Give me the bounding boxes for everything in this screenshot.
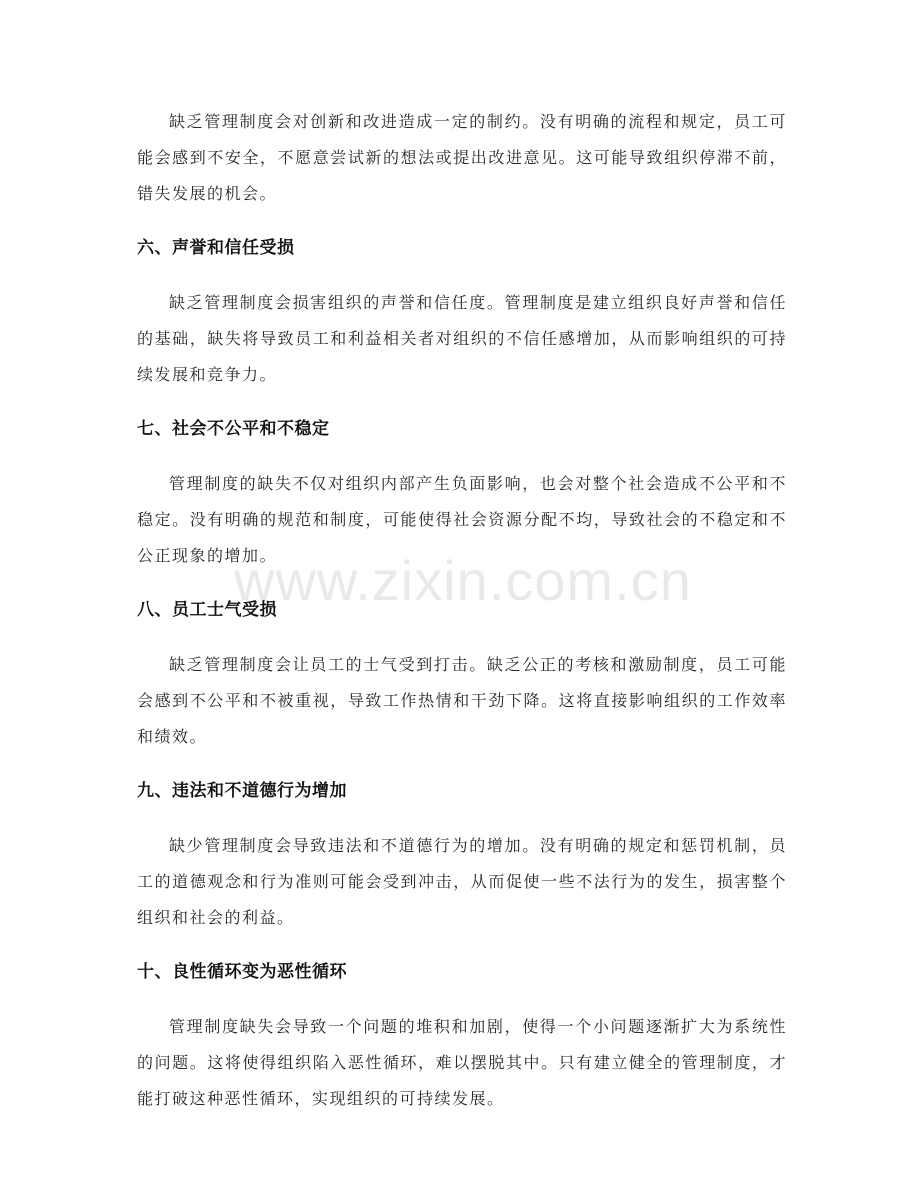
paragraph-innovation: 缺乏管理制度会对创新和改进造成一定的制约。没有明确的流程和规定，员工可能会感到不安全，不愿意尝试新的想法或提出改进意见。这可能导致组织停滞不前，错失发展的机会。: [137, 112, 787, 203]
paragraph-vicious-cycle: 管理制度缺失会导致一个问题的堆积和加剧，使得一个小问题逐渐扩大为系统性的问题。这将使得组织陷入恶性循环，难以摆脱其中。只有建立健全的管理制度，才能打破这种恶性循环，实现组织的可持续发展。: [137, 1017, 787, 1108]
heading-social-unfairness: 七、社会不公平和不稳定: [137, 419, 330, 439]
paragraph-misconduct: 缺少管理制度会导致违法和不道德行为的增加。没有明确的规定和惩罚机制，员工的道德观念和行为准则可能会受到冲击，从而促使一些不法行为的发生，损害整个组织和社会的利益。: [137, 836, 787, 927]
paragraph-social-unfairness: 管理制度的缺失不仅对组织内部产生负面影响，也会对整个社会造成不公平和不稳定。没有明确的规范和制度，可能使得社会资源分配不均，导致社会的不稳定和不公正现象的增加。: [137, 474, 787, 565]
watermark: www.zixin.com.cn: [234, 549, 692, 612]
paragraph-morale: 缺乏管理制度会让员工的士气受到打击。缺乏公正的考核和激励制度，员工可能会感到不公平和不被重视，导致工作热情和干劲下降。这将直接影响组织的工作效率和绩效。: [137, 655, 787, 746]
heading-reputation: 六、声誉和信任受损: [137, 238, 295, 258]
paragraph-reputation: 缺乏管理制度会损害组织的声誉和信任度。管理制度是建立组织良好声誉和信任的基础，缺失将导致员工和利益相关者对组织的不信任感增加，从而影响组织的可持续发展和竞争力。: [137, 293, 787, 384]
document-body: [137, 104, 787, 1117]
heading-misconduct: 九、违法和不道德行为增加: [137, 781, 347, 801]
heading-vicious-cycle: 十、良性循环变为恶性循环: [137, 962, 347, 982]
heading-morale: 八、员工士气受损: [137, 600, 277, 620]
